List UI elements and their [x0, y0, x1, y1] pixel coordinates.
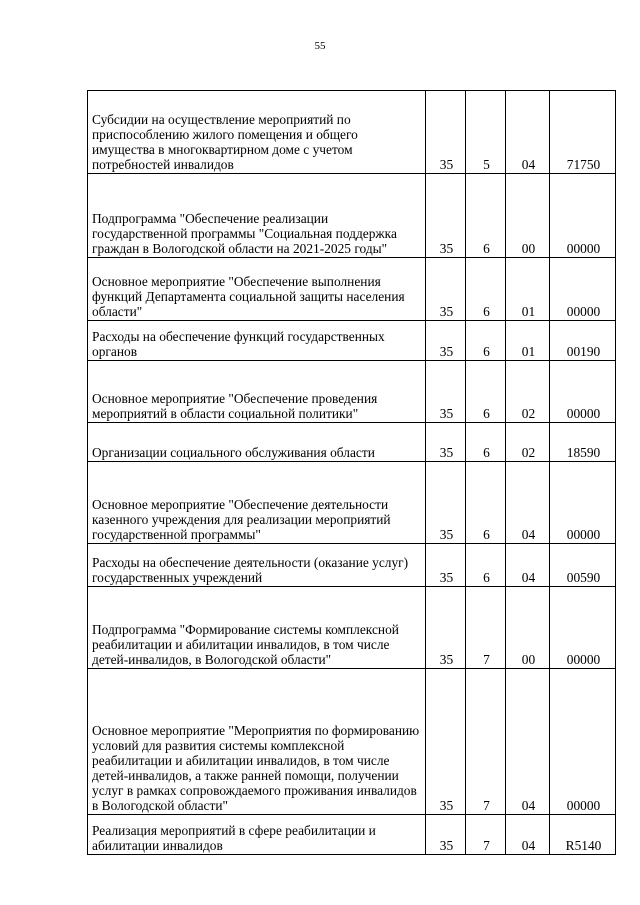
row-name: Подпрограмма "Формирование системы комплексной реабилитации и абилитации инвалидов, в том числе детей-инвалидов, в Вологодской области" — [88, 587, 426, 669]
row-code-2: 7 — [466, 669, 506, 815]
row-code-1: 35 — [426, 361, 466, 423]
table-row — [88, 462, 616, 544]
row-name: Субсидии на осуществление мероприятий по приспособлению жилого помещения и общего имущества в многоквартирном доме с учетом потребностей инвалидов — [88, 91, 426, 174]
row-name: Основное мероприятие "Мероприятия по формированию условий для развития системы комплексной реабилитации и абилитации инвалидов, в том числе детей-инвалидов, а также ранней помощи, получении услуг в рамках сопровождаемого проживания инвалидов в Вологодской области" — [88, 669, 426, 815]
row-name: Расходы на обеспечение деятельности (оказание услуг) государственных учреждений — [88, 544, 426, 587]
row-code-4: 00000 — [550, 258, 616, 321]
table-row — [88, 544, 616, 587]
row-code-4: R5140 — [550, 815, 616, 855]
table-row — [88, 669, 616, 815]
row-code-1: 35 — [426, 815, 466, 855]
row-code-1: 35 — [426, 174, 466, 258]
row-code-3: 00 — [506, 174, 550, 258]
row-code-4: 00590 — [550, 544, 616, 587]
row-code-3: 02 — [506, 423, 550, 462]
row-name: Реализация мероприятий в сфере реабилитации и абилитации инвалидов — [88, 815, 426, 855]
row-name: Расходы на обеспечение функций государственных органов — [88, 321, 426, 361]
row-name: Основное мероприятие "Обеспечение деятельности казенного учреждения для реализации мероприятий государственной программы" — [88, 462, 426, 544]
row-code-4: 00000 — [550, 361, 616, 423]
row-code-2: 6 — [466, 174, 506, 258]
row-name: Подпрограмма "Обеспечение реализации государственной программы "Социальная поддержка граждан в Вологодской области на 2021-2025 годы" — [88, 174, 426, 258]
row-name: Основное мероприятие "Обеспечение выполнения функций Департамента социальной защиты населения области" — [88, 258, 426, 321]
table-row — [88, 423, 616, 462]
row-code-3: 04 — [506, 544, 550, 587]
row-code-2: 5 — [466, 91, 506, 174]
row-code-2: 6 — [466, 361, 506, 423]
row-code-1: 35 — [426, 669, 466, 815]
row-code-4: 00000 — [550, 174, 616, 258]
row-code-1: 35 — [426, 423, 466, 462]
row-code-3: 04 — [506, 669, 550, 815]
row-code-3: 00 — [506, 587, 550, 669]
row-name: Организации социального обслуживания области — [88, 423, 426, 462]
table-row — [88, 815, 616, 855]
row-code-1: 35 — [426, 587, 466, 669]
row-code-4: 00000 — [550, 462, 616, 544]
row-code-3: 01 — [506, 258, 550, 321]
page-number: 55 — [314, 40, 326, 52]
table-row — [88, 321, 616, 361]
row-code-2: 6 — [466, 462, 506, 544]
row-code-2: 6 — [466, 258, 506, 321]
table-row — [88, 587, 616, 669]
row-code-2: 7 — [466, 587, 506, 669]
row-code-1: 35 — [426, 462, 466, 544]
budget-table — [87, 90, 616, 855]
row-code-4: 71750 — [550, 91, 616, 174]
row-code-2: 6 — [466, 544, 506, 587]
row-code-3: 02 — [506, 361, 550, 423]
row-code-4: 00000 — [550, 587, 616, 669]
row-code-3: 04 — [506, 815, 550, 855]
row-name: Основное мероприятие "Обеспечение проведения мероприятий в области социальной политики" — [88, 361, 426, 423]
row-code-1: 35 — [426, 258, 466, 321]
row-code-4: 00000 — [550, 669, 616, 815]
row-code-3: 01 — [506, 321, 550, 361]
row-code-3: 04 — [506, 91, 550, 174]
row-code-2: 6 — [466, 423, 506, 462]
row-code-3: 04 — [506, 462, 550, 544]
table-row — [88, 258, 616, 321]
row-code-1: 35 — [426, 544, 466, 587]
table-row — [88, 361, 616, 423]
row-code-4: 00190 — [550, 321, 616, 361]
row-code-2: 6 — [466, 321, 506, 361]
table-row — [88, 91, 616, 174]
row-code-1: 35 — [426, 321, 466, 361]
row-code-1: 35 — [426, 91, 466, 174]
row-code-2: 7 — [466, 815, 506, 855]
row-code-4: 18590 — [550, 423, 616, 462]
table-row — [88, 174, 616, 258]
